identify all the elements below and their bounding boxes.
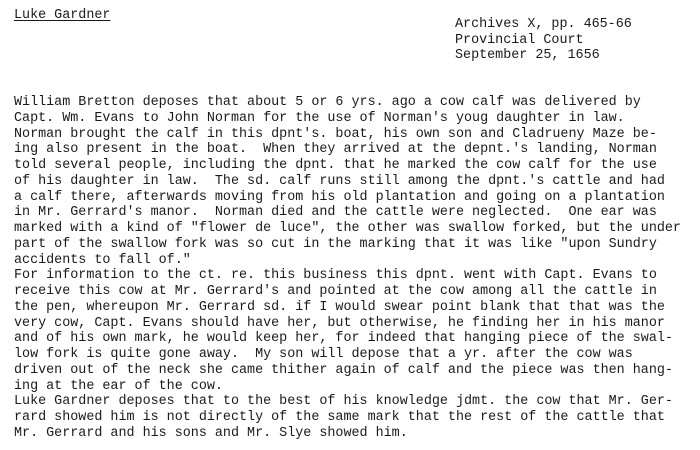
text-line: accidents to fall of." <box>14 252 191 268</box>
text-line: low fork is quite gone away. My son will depose that a yr. after the cow was <box>14 347 633 362</box>
text-line: ing also present in the boat. When they arrived at the depnt.'s landing, Norman <box>14 142 657 158</box>
text-line: Norman brought the calf in this dpnt's. boat, his own son and Cladrueny Maze be- <box>14 126 657 142</box>
citation-volume-pages: Archives X, pp. 465-66 <box>455 17 632 32</box>
text-line: the pen, whereupon Mr. Gerrard sd. if I would swear point blank that that was the <box>14 299 665 315</box>
text-line: rard showed him is not directly of the same mark that the rest of the cattle that <box>14 410 665 425</box>
text-line: of his daughter in law. The sd. calf runs still among the dpnt.'s cattle and had <box>14 173 665 189</box>
text-line: receive this cow at Mr. Gerrard's and pointed at the cow among all the cattle in <box>14 284 657 299</box>
deposition-text <box>14 95 694 442</box>
text-line: Capt. Wm. Evans to John Norman for the use of Norman's youg daughter in law. <box>14 110 625 126</box>
text-line: For information to the ct. re. this business this dpnt. went with Capt. Evans to <box>14 268 657 284</box>
text-line: ing at the ear of the cow. <box>14 378 223 394</box>
text-line: in Mr. Gerrard's manor. Norman died and the cattle were neglected. One ear was <box>14 205 657 221</box>
deponent-name-heading: Luke Gardner <box>14 8 111 23</box>
text-line: driven out of the neck she came thither again of calf and the piece was then hang- <box>14 362 673 378</box>
text-line: part of the swallow fork was so cut in the marking that it was like "upon Sundry <box>14 236 657 252</box>
citation-court: Provincial Court <box>455 32 584 48</box>
text-line: told several people, including the dpnt. that he marked the cow calf for the use <box>14 158 657 173</box>
citation-date: September 25, 1656 <box>455 48 600 63</box>
text-line: Luke Gardner deposes that to the best of his knowledge jdmt. the cow that Mr. Ger- <box>14 394 673 410</box>
text-line: and of his own mark, he would keep her, for indeed that hanging piece of the swal- <box>14 331 673 347</box>
text-line: very cow, Capt. Evans should have her, but otherwise, he finding her in his manor <box>14 315 665 331</box>
text-line: a calf there, afterwards moving from his old plantation and going on a plantation <box>14 189 665 205</box>
text-line: marked with a kind of "flower de luce", the other was swallow forked, but the under <box>14 221 681 236</box>
archive-citation <box>455 17 632 64</box>
text-line: William Bretton deposes that about 5 or 6 yrs. ago a cow calf was delivered by <box>14 95 641 110</box>
text-line: Mr. Gerrard and his sons and Mr. Slye showed him. <box>14 425 408 441</box>
